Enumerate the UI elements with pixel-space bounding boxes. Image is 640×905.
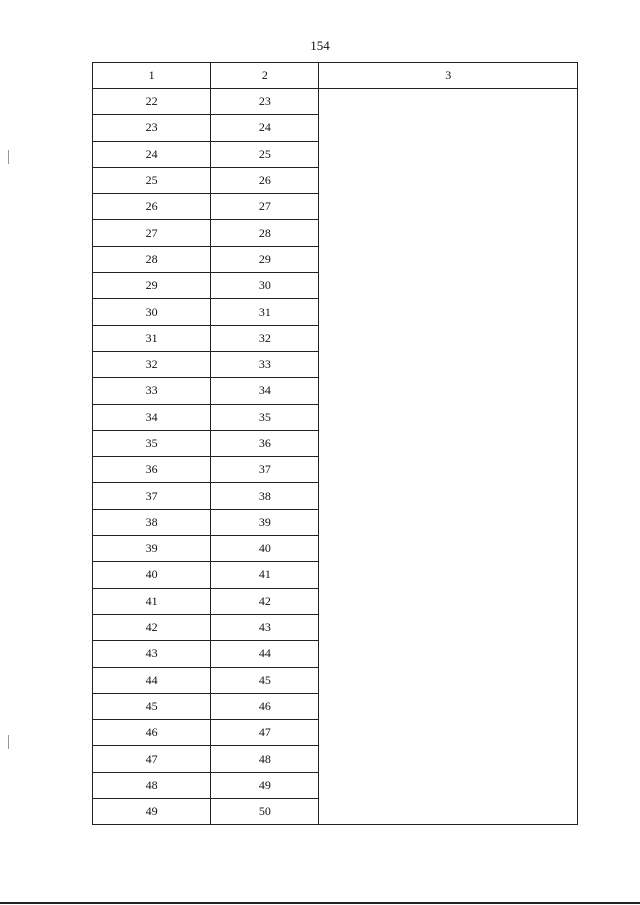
table-cell-col1: 37 — [93, 483, 211, 509]
table-cell-col2: 45 — [211, 667, 319, 693]
table-cell-col1: 47 — [93, 746, 211, 772]
table-cell-col1: 24 — [93, 141, 211, 167]
table-cell-col2: 38 — [211, 483, 319, 509]
table-cell-col2: 23 — [211, 89, 319, 115]
table-cell-col1: 38 — [93, 509, 211, 535]
table-cell-col2: 29 — [211, 246, 319, 272]
table-cell-col1: 46 — [93, 720, 211, 746]
bottom-rule — [0, 902, 640, 904]
scan-speck — [8, 735, 9, 749]
table-cell-col1: 41 — [93, 588, 211, 614]
table-cell-col1: 39 — [93, 536, 211, 562]
table-cell-col2: 32 — [211, 325, 319, 351]
table-cell-col3 — [319, 89, 578, 825]
table-cell-col2: 35 — [211, 404, 319, 430]
table-cell-col2: 48 — [211, 746, 319, 772]
table-container — [92, 62, 578, 825]
table-cell-col1: 23 — [93, 115, 211, 141]
table-cell-col2: 42 — [211, 588, 319, 614]
table-cell-col1: 31 — [93, 325, 211, 351]
table-cell-col1: 33 — [93, 378, 211, 404]
table-cell-col1: 22 — [93, 89, 211, 115]
table-cell-col1: 44 — [93, 667, 211, 693]
table-cell-col2: 43 — [211, 614, 319, 640]
column-header-3: 3 — [319, 63, 578, 89]
table-cell-col1: 34 — [93, 404, 211, 430]
table-cell-col1: 26 — [93, 194, 211, 220]
data-table — [92, 62, 578, 825]
table-cell-col2: 34 — [211, 378, 319, 404]
table-header-row — [93, 63, 578, 89]
page-number: 154 — [310, 38, 330, 53]
scan-speck — [8, 150, 9, 164]
table-cell-col2: 28 — [211, 220, 319, 246]
table-cell-col2: 39 — [211, 509, 319, 535]
table-cell-col2: 25 — [211, 141, 319, 167]
table-cell-col1: 43 — [93, 641, 211, 667]
table-cell-col2: 50 — [211, 799, 319, 825]
table-cell-col2: 31 — [211, 299, 319, 325]
table-cell-col1: 49 — [93, 799, 211, 825]
table-cell-col1: 36 — [93, 457, 211, 483]
table-cell-col2: 24 — [211, 115, 319, 141]
table-cell-col2: 33 — [211, 351, 319, 377]
table-cell-col1: 28 — [93, 246, 211, 272]
table-cell-col2: 47 — [211, 720, 319, 746]
table-cell-col1: 45 — [93, 693, 211, 719]
table-cell-col1: 25 — [93, 167, 211, 193]
table-cell-col2: 41 — [211, 562, 319, 588]
table-body — [93, 89, 578, 825]
table-cell-col1: 32 — [93, 351, 211, 377]
table-cell-col2: 30 — [211, 273, 319, 299]
table-cell-col1: 48 — [93, 772, 211, 798]
table-cell-col2: 36 — [211, 430, 319, 456]
table-cell-col2: 37 — [211, 457, 319, 483]
table-cell-col1: 27 — [93, 220, 211, 246]
table-cell-col2: 40 — [211, 536, 319, 562]
table-cell-col2: 49 — [211, 772, 319, 798]
table-cell-col2: 26 — [211, 167, 319, 193]
table-cell-col2: 44 — [211, 641, 319, 667]
table-cell-col1: 30 — [93, 299, 211, 325]
table-cell-col1: 29 — [93, 273, 211, 299]
table-cell-col1: 42 — [93, 614, 211, 640]
column-header-2: 2 — [211, 63, 319, 89]
table-cell-col2: 46 — [211, 693, 319, 719]
table-cell-col1: 40 — [93, 562, 211, 588]
column-header-1: 1 — [93, 63, 211, 89]
table-cell-col1: 35 — [93, 430, 211, 456]
table-row — [93, 89, 578, 115]
table-cell-col2: 27 — [211, 194, 319, 220]
